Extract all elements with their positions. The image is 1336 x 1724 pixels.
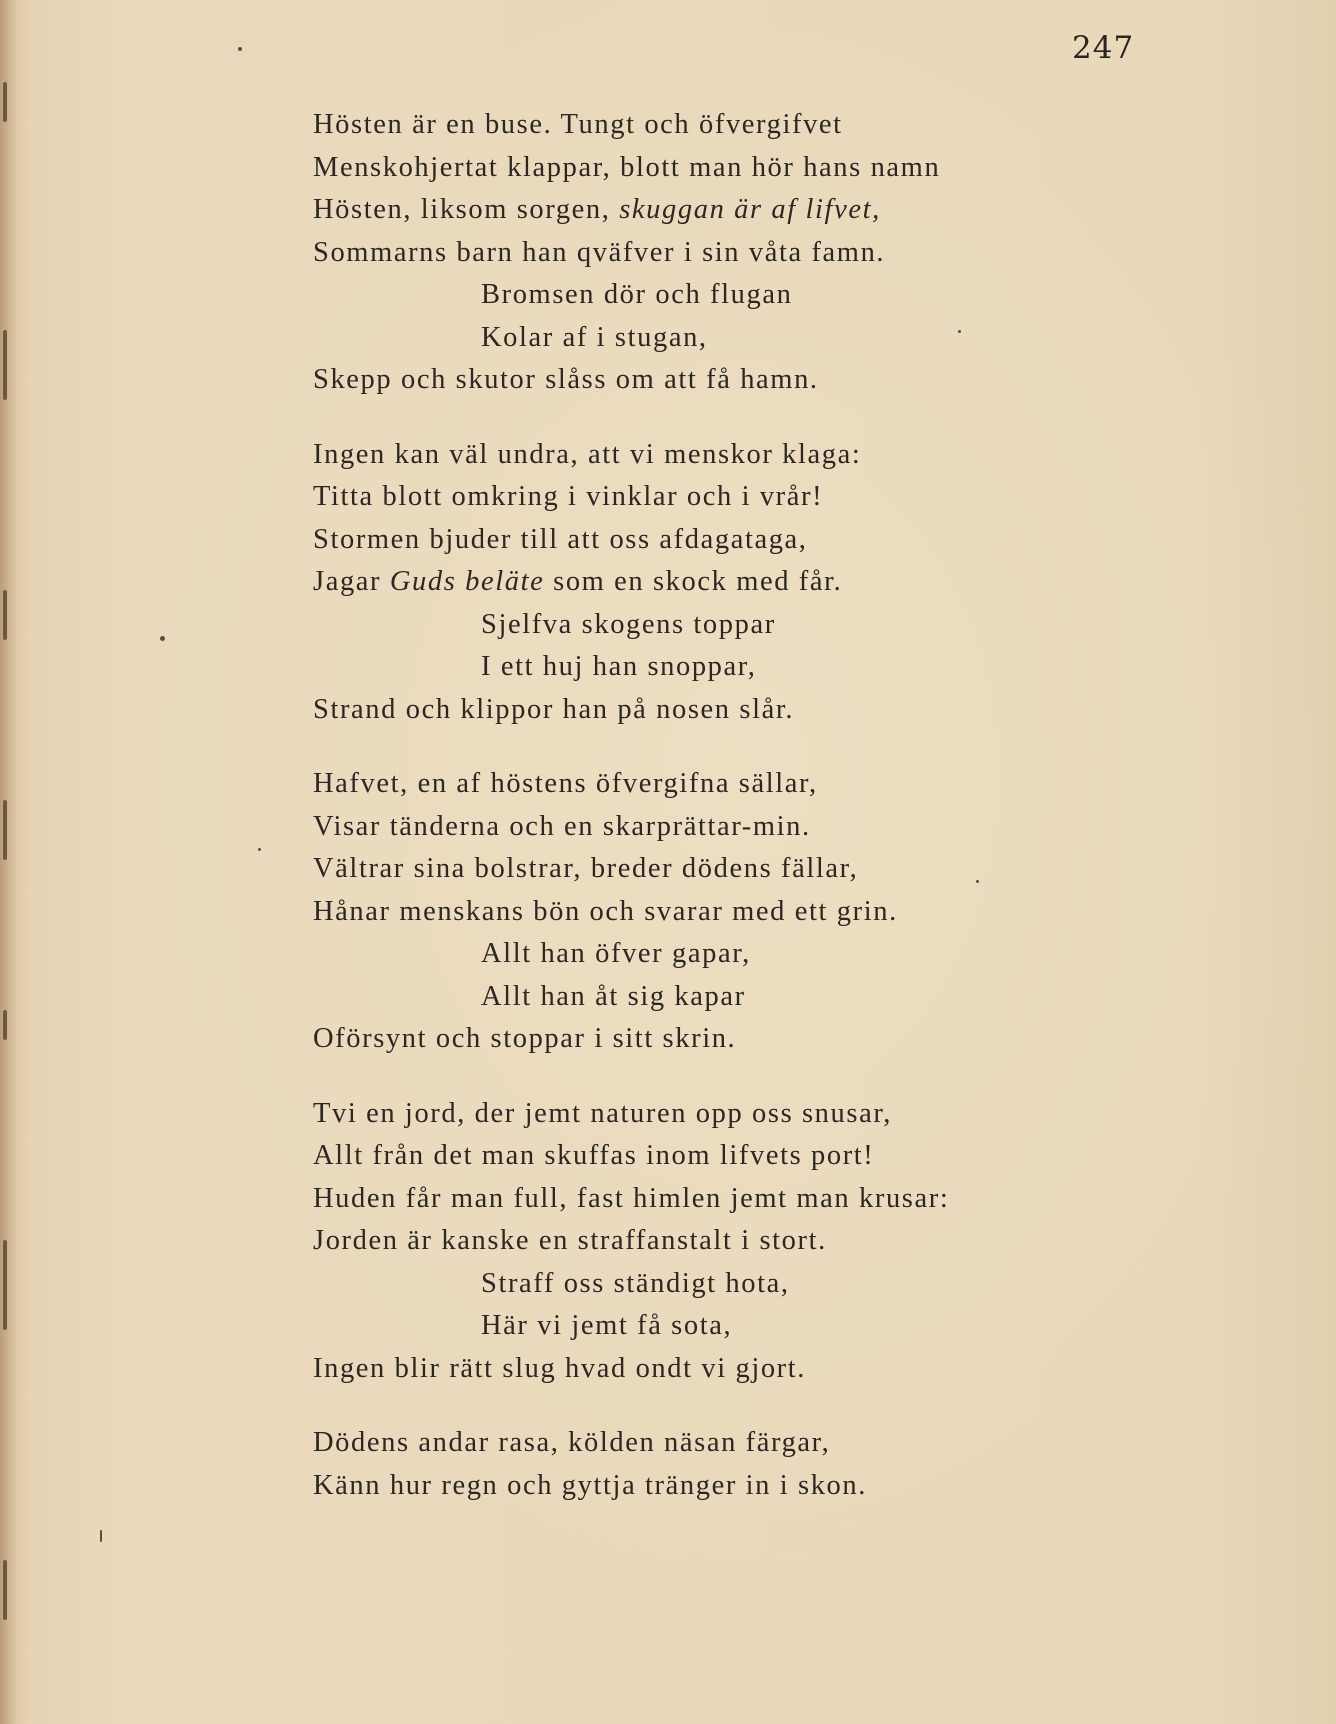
stanza [313,434,1073,732]
poem-line-indented: Sjelfva skogens toppar [481,608,776,640]
line-italic-text: Guds beläte [389,566,545,597]
poem-line: Dödens andar rasa, kölden näsan färgar, [313,1427,831,1458]
poem-line: Ingen blir rätt slug hvad ondt vi gjort. [313,1352,807,1384]
poem-line: Skepp och skutor slåss om att få hamn. [313,364,819,395]
spine-stain [3,1240,7,1330]
poem-line-indented: Allt han öfver gapar, [481,938,751,969]
poem-line-indented: Straff oss ständigt hota, [481,1267,790,1299]
stanza [313,763,1073,1061]
poem-line: Sommarns barn han qväfver i sin våta famn. [313,236,886,268]
poem-line: Hafvet, en af höstens öfvergifna sällar, [313,768,818,799]
poem-line: Känn hur regn och gyttja tränger in i skon. [313,1469,867,1501]
spine-stain [3,590,7,640]
spine-stain [3,330,7,400]
stanza [313,1422,1073,1507]
poem-line: Allt från det man skuffas inom lifvets port! [313,1140,875,1171]
poem-line: Ingen kan väl undra, att vi menskor klaga: [313,438,862,470]
poem-line: Huden får man full, fast himlen jemt man krusar: [313,1182,950,1214]
poem-line: Vältrar sina bolstrar, breder dödens fällar, [313,853,859,884]
poem-body [313,104,1073,1539]
spine-stain [3,800,7,860]
paper-speck [238,47,242,51]
poem-line: Oförsynt och stoppar i sitt skrin. [313,1023,737,1054]
poem-line-indented: Allt han åt sig kapar [481,980,746,1012]
spine-stain [3,82,7,122]
stanza [313,1093,1073,1391]
stanza [313,104,1073,402]
paper-speck [160,636,165,641]
poem-line: Titta blott omkring i vinklar och i vrår! [313,481,824,512]
poem-line: Tvi en jord, der jemt naturen opp oss snusar, [313,1097,893,1129]
paper-speck [100,1530,102,1542]
poem-line: Hösten är en buse. Tungt och öfvergifvet [313,109,843,140]
spine-stain [3,1010,7,1040]
poem-line: Menskohjertat klappar, blott man hör hans namn [313,151,941,183]
line-text: som en skock med får. [544,566,843,597]
poem-line-indented: Kolar af i stugan, [481,321,708,353]
page-spine-edge [0,0,18,1724]
page-number: 247 [1072,30,1135,66]
line-text: Jagar [313,566,390,597]
poem-line: Visar tänderna och en skarprättar-min. [313,810,811,842]
poem-line: Strand och klippor han på nosen slår. [313,693,795,725]
line-text: Hösten, liksom sorgen, [313,194,620,225]
poem-line: Jorden är kanske en straffanstalt i stort. [313,1225,827,1256]
poem-line: Stormen bjuder till att oss afdagataga, [313,523,808,555]
poem-line [313,561,1073,604]
poem-line-indented: Här vi jemt få sota, [481,1310,733,1341]
poem-line: Hånar menskans bön och svarar med ett grin. [313,895,898,927]
poem-line-indented: Bromsen dör och flugan [481,279,793,310]
paper-speck [258,848,261,851]
poem-line-indented: I ett huj han snoppar, [481,651,757,682]
line-italic-text: skuggan är af lifvet, [619,194,881,225]
spine-stain [3,1560,7,1620]
poem-line [313,189,1073,232]
